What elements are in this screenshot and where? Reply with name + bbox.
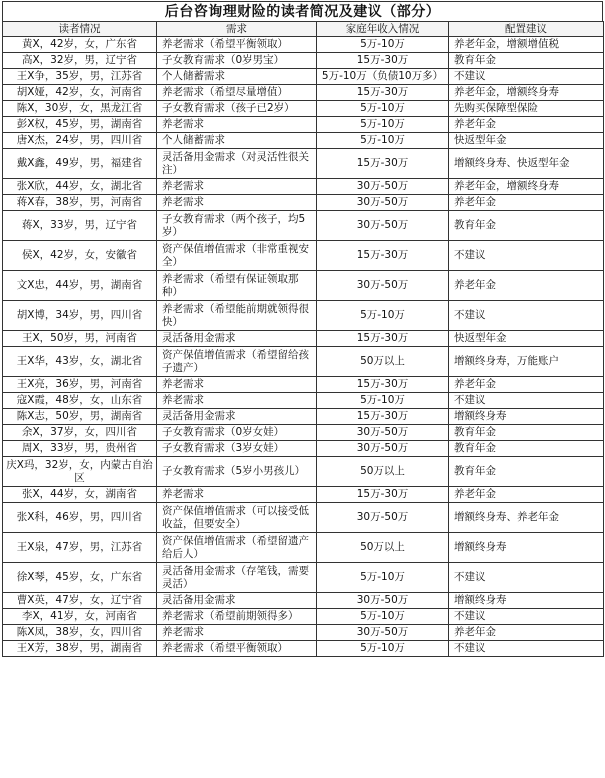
cell-income: 15万-30万 bbox=[317, 149, 449, 179]
table-row bbox=[3, 533, 604, 563]
cell-need: 灵活备用金需求 bbox=[157, 593, 317, 609]
cell-income: 5万-10万 bbox=[317, 133, 449, 149]
cell-recommendation: 养老年金 bbox=[449, 487, 604, 503]
cell-income: 15万-30万 bbox=[317, 241, 449, 271]
cell-need: 养老需求 bbox=[157, 625, 317, 641]
cell-reader: 王X华，43岁，女，湖北省 bbox=[3, 347, 157, 377]
cell-need: 养老需求 bbox=[157, 487, 317, 503]
cell-need: 个人储蓄需求 bbox=[157, 69, 317, 85]
cell-income: 5万-10万 bbox=[317, 563, 449, 593]
cell-need: 子女教育需求（0岁男宝） bbox=[157, 53, 317, 69]
cell-reader: 侯X，42岁，女，安徽省 bbox=[3, 241, 157, 271]
cell-need: 个人储蓄需求 bbox=[157, 133, 317, 149]
cell-income: 5万-10万（负债10万多） bbox=[317, 69, 449, 85]
cell-income: 30万-50万 bbox=[317, 441, 449, 457]
table-row bbox=[3, 211, 604, 241]
cell-recommendation: 养老年金，增额增值税 bbox=[449, 37, 604, 53]
cell-income: 15万-30万 bbox=[317, 331, 449, 347]
table-row bbox=[3, 563, 604, 593]
table-row bbox=[3, 377, 604, 393]
cell-reader: 蒋X，33岁，男，辽宁省 bbox=[3, 211, 157, 241]
cell-recommendation: 不建议 bbox=[449, 393, 604, 409]
cell-reader: 戴X鑫，49岁，男，福建省 bbox=[3, 149, 157, 179]
cell-reader: 王X泉，47岁，男，江苏省 bbox=[3, 533, 157, 563]
cell-recommendation: 增额终身寿，万能账户 bbox=[449, 347, 604, 377]
cell-recommendation: 教育年金 bbox=[449, 211, 604, 241]
cell-reader: 黄X，42岁，女，广东省 bbox=[3, 37, 157, 53]
cell-need: 灵活备用金需求 bbox=[157, 331, 317, 347]
table-row bbox=[3, 69, 604, 85]
cell-reader: 蒋X春，38岁，男，河南省 bbox=[3, 195, 157, 211]
table-row bbox=[3, 133, 604, 149]
cell-recommendation: 不建议 bbox=[449, 69, 604, 85]
cell-income: 50万以上 bbox=[317, 347, 449, 377]
cell-recommendation: 教育年金 bbox=[449, 53, 604, 69]
cell-income: 5万-10万 bbox=[317, 37, 449, 53]
cell-recommendation: 增额终身寿、快返型年金 bbox=[449, 149, 604, 179]
table-row bbox=[3, 53, 604, 69]
table-row bbox=[3, 149, 604, 179]
cell-recommendation: 养老年金 bbox=[449, 271, 604, 301]
cell-need: 子女教育需求（两个孩子，均5岁） bbox=[157, 211, 317, 241]
cell-reader: 胡X娅，42岁，女，河南省 bbox=[3, 85, 157, 101]
cell-income: 30万-50万 bbox=[317, 179, 449, 195]
cell-need: 子女教育需求（5岁小男孩儿） bbox=[157, 457, 317, 487]
cell-reader: 陈X凤，38岁，女，四川省 bbox=[3, 625, 157, 641]
cell-recommendation: 增额终身寿、养老年金 bbox=[449, 503, 604, 533]
table-row bbox=[3, 641, 604, 657]
table-row bbox=[3, 271, 604, 301]
table-row bbox=[3, 503, 604, 533]
table-row bbox=[3, 37, 604, 53]
cell-need: 灵活备用金需求（存笔钱，需要灵活） bbox=[157, 563, 317, 593]
header-need: 需求 bbox=[157, 22, 317, 37]
cell-need: 养老需求（希望平衡领取） bbox=[157, 641, 317, 657]
cell-income: 5万-10万 bbox=[317, 393, 449, 409]
cell-reader: 陈X，30岁，女，黑龙江省 bbox=[3, 101, 157, 117]
table-row bbox=[3, 625, 604, 641]
cell-recommendation: 先购买保障型保险 bbox=[449, 101, 604, 117]
cell-recommendation: 养老年金 bbox=[449, 377, 604, 393]
cell-need: 养老需求 bbox=[157, 195, 317, 211]
cell-income: 30万-50万 bbox=[317, 593, 449, 609]
cell-recommendation: 不建议 bbox=[449, 563, 604, 593]
cell-income: 30万-50万 bbox=[317, 195, 449, 211]
cell-recommendation: 养老年金，增额终身寿 bbox=[449, 179, 604, 195]
cell-recommendation: 养老年金 bbox=[449, 117, 604, 133]
cell-need: 资产保值增值需求（可以接受低收益，但要安全） bbox=[157, 503, 317, 533]
table-row bbox=[3, 331, 604, 347]
table-row bbox=[3, 241, 604, 271]
cell-recommendation: 快返型年金 bbox=[449, 133, 604, 149]
cell-income: 30万-50万 bbox=[317, 625, 449, 641]
cell-income: 30万-50万 bbox=[317, 503, 449, 533]
cell-income: 15万-30万 bbox=[317, 377, 449, 393]
cell-need: 养老需求 bbox=[157, 393, 317, 409]
cell-income: 50万以上 bbox=[317, 533, 449, 563]
cell-reader: 文X忠，44岁，男，湖南省 bbox=[3, 271, 157, 301]
cell-recommendation: 快返型年金 bbox=[449, 331, 604, 347]
cell-recommendation: 教育年金 bbox=[449, 441, 604, 457]
cell-recommendation: 不建议 bbox=[449, 241, 604, 271]
cell-income: 15万-30万 bbox=[317, 53, 449, 69]
cell-reader: 张X欣，44岁，女，湖北省 bbox=[3, 179, 157, 195]
cell-recommendation: 不建议 bbox=[449, 301, 604, 331]
cell-need: 养老需求（希望平衡领取） bbox=[157, 37, 317, 53]
cell-reader: 张X，44岁，女，湖南省 bbox=[3, 487, 157, 503]
cell-recommendation: 增额终身寿 bbox=[449, 409, 604, 425]
cell-income: 30万-50万 bbox=[317, 425, 449, 441]
cell-need: 养老需求 bbox=[157, 117, 317, 133]
cell-income: 5万-10万 bbox=[317, 301, 449, 331]
table-header-row bbox=[3, 22, 604, 37]
cell-need: 养老需求（希望有保证领取那种） bbox=[157, 271, 317, 301]
cell-reader: 王X，50岁，男，河南省 bbox=[3, 331, 157, 347]
table-row bbox=[3, 85, 604, 101]
cell-recommendation: 增额终身寿 bbox=[449, 593, 604, 609]
cell-reader: 庆X玛，32岁，女，内蒙古自治区 bbox=[3, 457, 157, 487]
cell-reader: 李X，41岁，女，河南省 bbox=[3, 609, 157, 625]
cell-income: 5万-10万 bbox=[317, 641, 449, 657]
cell-income: 5万-10万 bbox=[317, 117, 449, 133]
cell-reader: 唐X杰，24岁，男，四川省 bbox=[3, 133, 157, 149]
cell-need: 灵活备用金需求 bbox=[157, 409, 317, 425]
cell-reader: 彭X权，45岁，男，湖南省 bbox=[3, 117, 157, 133]
table-row bbox=[3, 409, 604, 425]
cell-recommendation: 增额终身寿 bbox=[449, 533, 604, 563]
cell-need: 养老需求（希望尽量增值） bbox=[157, 85, 317, 101]
table-row bbox=[3, 487, 604, 503]
table-body bbox=[3, 37, 604, 657]
table-row bbox=[3, 347, 604, 377]
cell-need: 子女教育需求（3岁女娃） bbox=[157, 441, 317, 457]
header-recommendation: 配置建议 bbox=[449, 22, 604, 37]
cell-reader: 王X亮，36岁，男，河南省 bbox=[3, 377, 157, 393]
cell-need: 资产保值增值需求（希望留遗产给后人） bbox=[157, 533, 317, 563]
cell-recommendation: 教育年金 bbox=[449, 457, 604, 487]
cell-reader: 陈X志，50岁，男，湖南省 bbox=[3, 409, 157, 425]
cell-reader: 徐X琴，45岁，女，广东省 bbox=[3, 563, 157, 593]
table-row bbox=[3, 441, 604, 457]
cell-reader: 余X，37岁，女，四川省 bbox=[3, 425, 157, 441]
table-row bbox=[3, 457, 604, 487]
cell-reader: 周X，33岁，男，贵州省 bbox=[3, 441, 157, 457]
cell-reader: 王X芳，38岁，男，湖南省 bbox=[3, 641, 157, 657]
document-title: 后台咨询理财险的读者简况及建议（部分） bbox=[2, 1, 603, 21]
table-row bbox=[3, 301, 604, 331]
cell-reader: 张X科，46岁，男，四川省 bbox=[3, 503, 157, 533]
cell-need: 子女教育需求（孩子已2岁） bbox=[157, 101, 317, 117]
cell-need: 资产保值增值需求（非常重视安全） bbox=[157, 241, 317, 271]
table-row bbox=[3, 425, 604, 441]
table-row bbox=[3, 195, 604, 211]
cell-income: 30万-50万 bbox=[317, 211, 449, 241]
cell-recommendation: 养老年金 bbox=[449, 195, 604, 211]
table-row bbox=[3, 179, 604, 195]
table-row bbox=[3, 101, 604, 117]
header-reader: 读者情况 bbox=[3, 22, 157, 37]
reader-table bbox=[2, 21, 604, 657]
cell-recommendation: 养老年金 bbox=[449, 625, 604, 641]
cell-need: 养老需求 bbox=[157, 179, 317, 195]
cell-need: 资产保值增值需求（希望留给孩子遗产） bbox=[157, 347, 317, 377]
table-row bbox=[3, 609, 604, 625]
cell-income: 15万-30万 bbox=[317, 487, 449, 503]
cell-recommendation: 不建议 bbox=[449, 641, 604, 657]
header-income: 家庭年收入情况 bbox=[317, 22, 449, 37]
table-row bbox=[3, 117, 604, 133]
cell-recommendation: 养老年金，增额终身寿 bbox=[449, 85, 604, 101]
document-sheet bbox=[2, 1, 603, 657]
cell-income: 5万-10万 bbox=[317, 609, 449, 625]
cell-need: 灵活备用金需求（对灵活性很关注） bbox=[157, 149, 317, 179]
cell-need: 养老需求（希望能前期就领得很快） bbox=[157, 301, 317, 331]
cell-need: 养老需求 bbox=[157, 377, 317, 393]
cell-need: 子女教育需求（0岁女娃） bbox=[157, 425, 317, 441]
cell-reader: 王X争，35岁，男，江苏省 bbox=[3, 69, 157, 85]
cell-income: 30万-50万 bbox=[317, 271, 449, 301]
cell-recommendation: 不建议 bbox=[449, 609, 604, 625]
cell-income: 15万-30万 bbox=[317, 85, 449, 101]
table-row bbox=[3, 393, 604, 409]
cell-reader: 胡X博，34岁，男，四川省 bbox=[3, 301, 157, 331]
cell-income: 15万-30万 bbox=[317, 409, 449, 425]
table-row bbox=[3, 593, 604, 609]
cell-reader: 高X，32岁，男，辽宁省 bbox=[3, 53, 157, 69]
cell-reader: 寇X霞，48岁，女，山东省 bbox=[3, 393, 157, 409]
cell-need: 养老需求（希望前期领得多） bbox=[157, 609, 317, 625]
cell-income: 5万-10万 bbox=[317, 101, 449, 117]
cell-recommendation: 教育年金 bbox=[449, 425, 604, 441]
cell-reader: 曹X英，47岁，女，辽宁省 bbox=[3, 593, 157, 609]
cell-income: 50万以上 bbox=[317, 457, 449, 487]
